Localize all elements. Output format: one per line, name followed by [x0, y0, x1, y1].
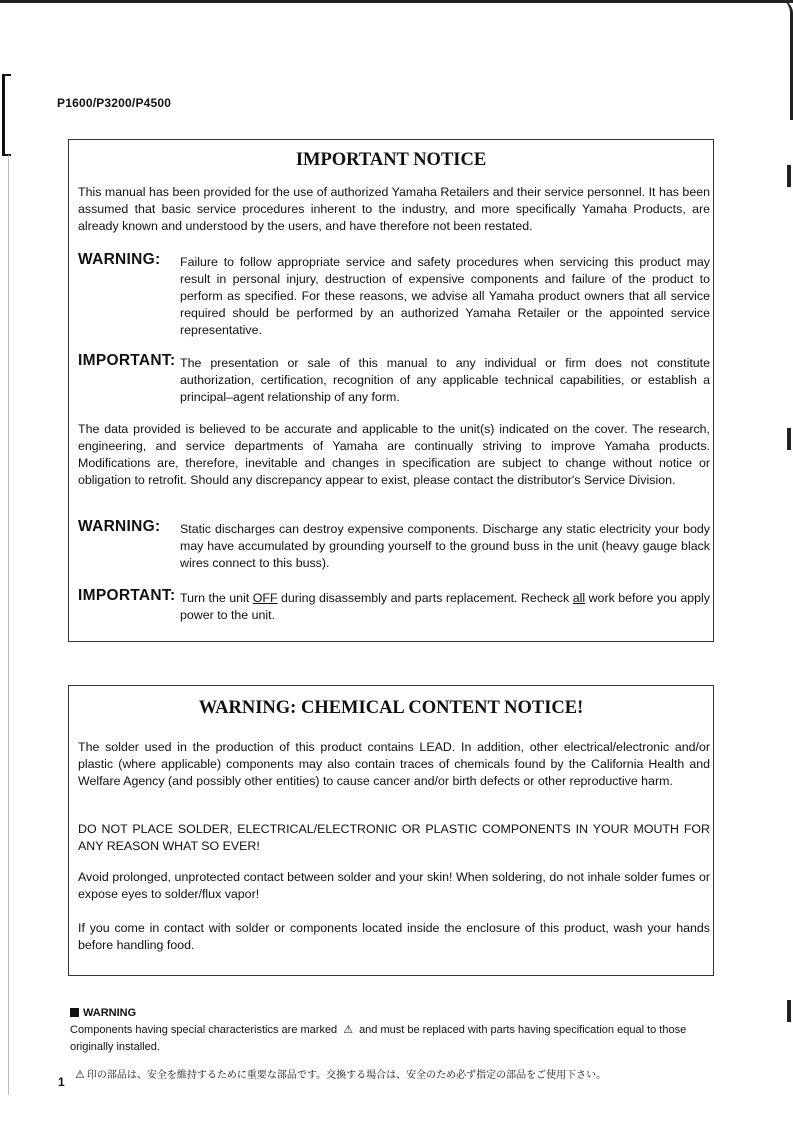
important-notice-box — [68, 139, 714, 642]
warning-triangle-icon: ⚠ — [343, 1024, 354, 1036]
footer-warning-heading — [70, 1007, 136, 1019]
footer-warning-post: and must be replaced with parts having specification equal to those originally installed. — [70, 1024, 687, 1053]
important-label: IMPORTANT: — [78, 352, 176, 369]
warning-text: Failure to follow appropriate service and safety procedures when servicing this product may result in personal injury, destruction of expensive components and failure of the product to perform as specified. For these reasons, we advise all Yamaha product owners that all service required should be performed by an authorized Yamaha Retailer or the appointed service representative. — [180, 255, 710, 337]
warning-triangle-icon: ⚠ — [75, 1068, 85, 1081]
important-text: The presentation or sale of this manual to any individual or firm does not constitute authorization, certification, recognition of any applicable technical capabilities, or establish a principal–agent relationship of any form. — [180, 356, 710, 404]
page-number: 1 — [58, 1075, 65, 1089]
static-warning-label: WARNING: — [78, 518, 161, 535]
scan-edge-top — [0, 0, 793, 3]
footer-warning-text — [70, 1022, 690, 1056]
power-text-part: Turn the unit — [180, 591, 253, 605]
binding-bracket — [2, 74, 11, 156]
chemical-paragraph-3: Avoid prolonged, unprotected contact between solder and your skin! When soldering, do not inhale solder fumes or expose eyes to solder/flux vapor! — [78, 870, 710, 901]
chemical-paragraph-2: DO NOT PLACE SOLDER, ELECTRICAL/ELECTRONIC OR PLASTIC COMPONENTS IN YOUR MOUTH FOR ANY REASON WHAT SO EVER! — [78, 822, 710, 853]
important-notice-title: IMPORTANT NOTICE — [295, 150, 487, 170]
data-paragraph: The data provided is believed to be accurate and applicable to the unit(s) indicated on the cover. The research, engineering, and service departments of Yamaha are continually striving to improve Yamaha products. Modifications are, therefore, inevitable and changes in specification are subject to change without notice or obligation to retrofit. Should any discrepancy appear to exist, please contact the distributor's Service Division. — [78, 422, 710, 487]
scan-edge-corner — [780, 0, 793, 120]
scan-edge-left — [8, 155, 9, 1095]
chemical-paragraph-4: If you come in contact with solder or components located inside the enclosure of this product, wash your hands before handling food. — [78, 921, 710, 952]
power-important-text — [180, 590, 710, 624]
japanese-warning-line — [75, 1066, 606, 1081]
power-important-label: IMPORTANT: — [78, 587, 176, 604]
chemical-notice-title: WARNING: CHEMICAL CONTENT NOTICE! — [198, 698, 584, 718]
edge-mark — [787, 428, 791, 450]
power-text-part: during disassembly and parts replacement. Recheck — [277, 591, 573, 605]
edge-mark — [787, 1000, 791, 1022]
chemical-notice-box — [68, 685, 714, 976]
warning-label: WARNING: — [78, 251, 161, 268]
off-underlined: OFF — [252, 591, 278, 605]
static-warning-text: Static discharges can destroy expensive components. Discharge any static electricity your body may have accumulated by grounding yourself to the ground buss in the unit (heavy gauge black wires connect to this buss). — [180, 522, 710, 570]
all-underlined: all — [572, 591, 586, 605]
japanese-warning-text: 印の部品は、安全を維持するために重要な部品です。交換する場合は、安全のため必ず指定の部品をご使用下さい。 — [86, 1070, 607, 1081]
intro-paragraph: This manual has been provided for the use of authorized Yamaha Retailers and their service personnel. It has been assumed that basic service procedures inherent to the industry, and more specifically Yamaha Products, are already known and understood by the users, and have therefore not been restated. — [78, 185, 710, 233]
footer-warning-heading-text: WARNING — [83, 1007, 137, 1019]
edge-mark — [787, 165, 791, 187]
chemical-paragraph-1: The solder used in the production of this product contains LEAD. In addition, other electrical/electronic and/or plastic (where applicable) components may also contain traces of chemicals found by the California Health and Welfare Agency (and possibly other entities) to cause cancer and/or birth defects or other reproductive harm. — [78, 740, 710, 788]
model-number: P1600/P3200/P4500 — [57, 96, 172, 110]
power-text-part: work before you apply power to the unit. — [180, 591, 711, 622]
black-square-icon — [70, 1008, 79, 1017]
footer-warning-pre: Components having special characteristics are marked — [70, 1024, 338, 1036]
